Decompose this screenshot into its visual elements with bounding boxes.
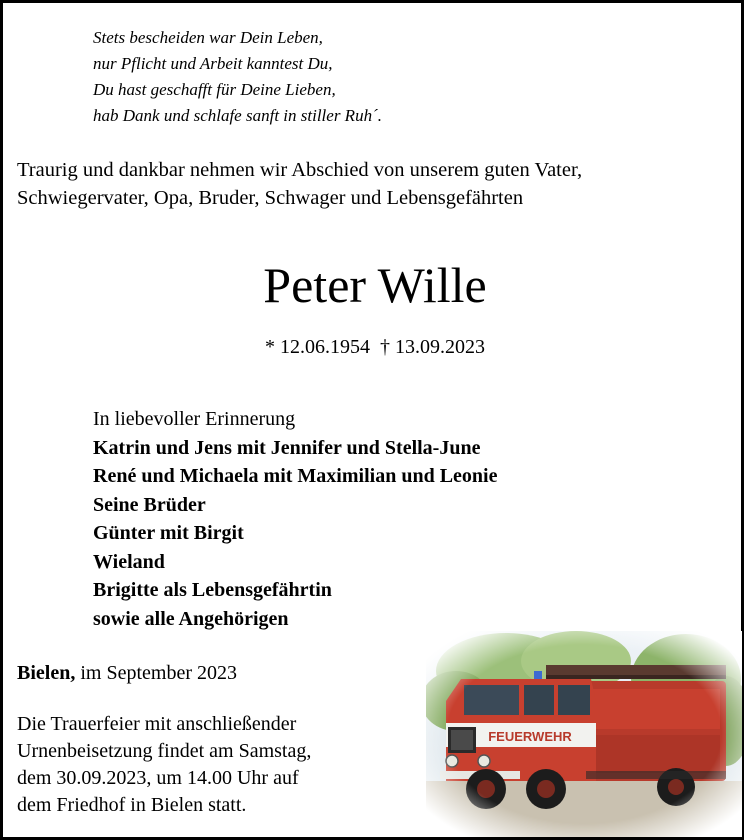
mourner-name: René und Michaela mit Maximilian und Leonie: [93, 465, 498, 487]
poem-line: hab Dank und schlafe sanft in stiller Ruh´.: [93, 106, 382, 125]
mourners-lead: In liebevoller Erinnerung: [93, 408, 296, 430]
ceremony-line: Die Trauerfeier mit anschließender: [17, 713, 297, 735]
intro-line: Schwiegervater, Opa, Bruder, Schwager und Lebensgefährten: [17, 187, 524, 209]
poem-line: Stets bescheiden war Dein Leben,: [93, 28, 323, 47]
intro-line: Traurig und dankbar nehmen wir Abschied von unserem guten Vater,: [17, 159, 583, 181]
ceremony-line: dem 30.09.2023, um 14.00 Uhr auf: [17, 767, 299, 789]
mourner-name: sowie alle Angehörigen: [93, 607, 289, 630]
ceremony-line: Urnenbeisetzung findet am Samstag,: [17, 740, 312, 762]
mourner-name: Seine Brüder: [93, 493, 206, 516]
life-dates: * 12.06.1954 † 13.09.2023: [265, 336, 485, 358]
ceremony-line: dem Friedhof in Bielen statt.: [17, 794, 247, 816]
mourner-name: Brigitte als Lebensgefährtin: [93, 579, 332, 601]
mourner-name: Katrin und Jens mit Jennifer und Stella-June: [93, 436, 481, 459]
mourners-list: [93, 405, 497, 633]
mourner-name: Günter mit Birgit: [93, 522, 244, 544]
place-date-text: im September 2023: [75, 662, 237, 684]
photo-vignette: [426, 631, 742, 837]
ceremony-info: [17, 711, 311, 819]
poem-line: Du hast geschafft für Deine Lieben,: [93, 80, 336, 99]
fire-truck-photo: [426, 631, 742, 837]
poem-line: nur Pflicht und Arbeit kanntest Du,: [93, 54, 333, 73]
deceased-name: Peter Wille: [263, 257, 487, 313]
mourner-name: Wieland: [93, 550, 165, 573]
place-town: Bielen,: [17, 662, 76, 684]
intro-text: [17, 156, 677, 212]
poem-verse: [93, 25, 382, 129]
place-date: [17, 659, 237, 687]
